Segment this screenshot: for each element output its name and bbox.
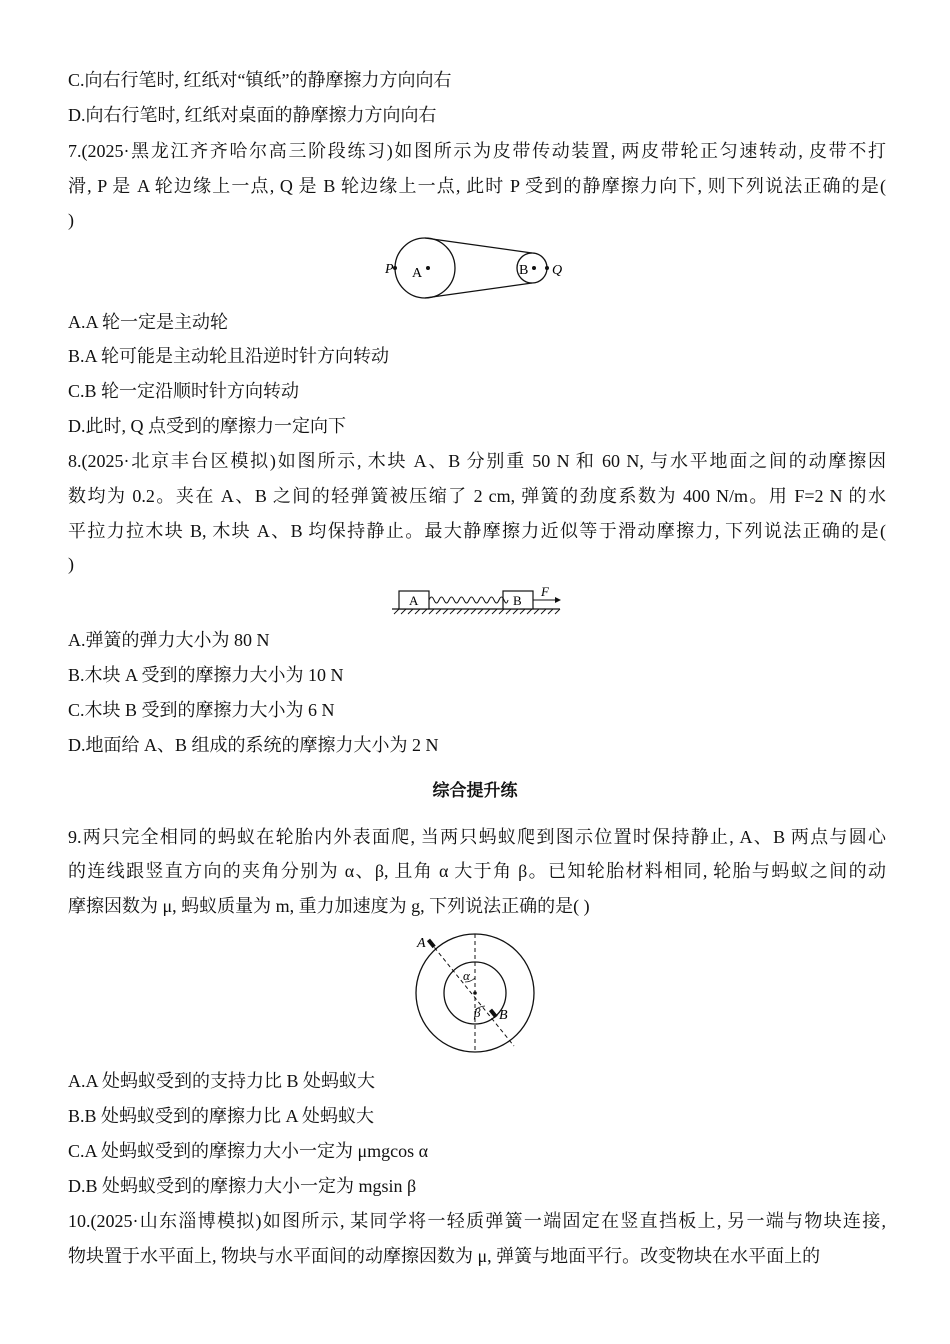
q9-stem-line-1: 9.两只完全相同的蚂蚁在轮胎内外表面爬, 当两只蚂蚁爬到图示位置时保持静止, A、B 两点与圆心 <box>68 827 886 847</box>
q10-stem-line-2: 物块置于水平面上, 物块与水平面间的动摩擦因数为 μ, 弹簧与地面平行。改变物块在水平面上的 <box>68 1246 821 1266</box>
q9-option-b: B.B 处蚂蚁受到的摩擦力比 A 处蚂蚁大 <box>68 1106 375 1126</box>
label-q: Q <box>552 263 563 278</box>
q8-option-c: C.木块 B 受到的摩擦力大小为 6 N <box>68 700 335 720</box>
q8-option-a: A.弹簧的弹力大小为 80 N <box>68 630 270 650</box>
label-beta: β <box>474 1005 481 1020</box>
belt-pulley-figure <box>380 236 570 300</box>
tire-ants-figure <box>410 928 545 1058</box>
q8-stem-line-2: 数均为 0.2。夹在 A、B 之间的轻弹簧被压缩了 2 cm, 弹簧的劲度系数为 400 N/m。用 F=2 N 的水 <box>68 486 886 506</box>
q7-stem-line-2: 滑, P 是 A 轮边缘上一点, Q 是 B 轮边缘上一点, 此时 P 受到的静摩擦力向下, 则下列说法正确的是( <box>68 176 886 196</box>
label-block-a: A <box>409 593 419 608</box>
pulley-a-center <box>426 266 430 270</box>
belt-bottom <box>425 283 532 298</box>
spring <box>429 597 508 603</box>
spring-blocks-figure <box>390 585 565 617</box>
q8-stem-line-4: ) <box>68 554 74 574</box>
ant-a-icon <box>427 939 436 949</box>
q6-option-d: D.向右行笔时, 红纸对桌面的静摩擦力方向向右 <box>68 105 437 125</box>
q9-stem-line-3: 摩擦因数为 μ, 蚂蚁质量为 m, 重力加速度为 g, 下列说法正确的是( ) <box>68 896 590 916</box>
q9-option-c: C.A 处蚂蚁受到的摩擦力大小一定为 μmgcos α <box>68 1141 429 1161</box>
q7-stem-line-3: ) <box>68 210 74 230</box>
q9-option-a: A.A 处蚂蚁受到的支持力比 B 处蚂蚁大 <box>68 1071 376 1091</box>
ant-b-icon <box>489 1009 498 1019</box>
q7-stem-line-1: 7.(2025·黑龙江齐齐哈尔高三阶段练习)如图所示为皮带传动装置, 两皮带轮正匀速转动, 皮带不打 <box>68 141 886 161</box>
force-arrow-head <box>555 597 561 603</box>
label-point-a: A <box>417 936 426 951</box>
ground-hatch <box>394 609 560 614</box>
q7-option-d: D.此时, Q 点受到的摩擦力一定向下 <box>68 416 346 436</box>
q6-option-c: C.向右行笔时, 红纸对“镇纸”的静摩擦力方向向右 <box>68 70 452 90</box>
q8-option-b: B.木块 A 受到的摩擦力大小为 10 N <box>68 665 344 685</box>
q10-stem-line-1: 10.(2025·山东淄博模拟)如图所示, 某同学将一轻质弹簧一端固定在竖直挡板上, 另一端与物块连接, <box>68 1211 886 1231</box>
label-force-f: F <box>541 585 549 599</box>
radial-dashed-line <box>430 942 514 1046</box>
q9-stem-line-2: 的连线跟竖直方向的夹角分别为 α、β, 且角 α 大于角 β。已知轮胎材料相同, 轮胎与蚂蚁之间的动 <box>68 861 886 881</box>
pulley-a <box>395 238 455 298</box>
q7-option-b: B.A 轮可能是主动轮且沿逆时针方向转动 <box>68 346 390 366</box>
q8-stem-line-3: 平拉力拉木块 B, 木块 A、B 均保持静止。最大静摩擦力近似等于滑动摩擦力, 下列说法正确的是( <box>68 521 886 541</box>
q7-option-a: A.A 轮一定是主动轮 <box>68 312 229 332</box>
tire-center <box>473 991 477 995</box>
label-alpha: α <box>463 968 470 983</box>
pulley-b-center <box>532 266 536 270</box>
section-title: 综合提升练 <box>432 781 518 801</box>
q7-option-c: C.B 轮一定沿顺时针方向转动 <box>68 381 300 401</box>
q9-option-d: D.B 处蚂蚁受到的摩擦力大小一定为 mgsin β <box>68 1176 417 1196</box>
point-p-dot <box>393 266 397 270</box>
q8-option-d: D.地面给 A、B 组成的系统的摩擦力大小为 2 N <box>68 735 439 755</box>
q8-stem-line-1: 8.(2025·北京丰台区模拟)如图所示, 木块 A、B 分别重 50 N 和 60 N, 与水平地面之间的动摩擦因 <box>68 451 886 471</box>
point-q-dot <box>545 266 549 270</box>
label-point-b: B <box>499 1008 508 1023</box>
label-a: A <box>412 266 423 281</box>
belt-top <box>425 238 532 253</box>
label-p: P <box>385 262 394 277</box>
label-block-b: B <box>513 593 522 608</box>
label-b: B <box>519 263 529 278</box>
